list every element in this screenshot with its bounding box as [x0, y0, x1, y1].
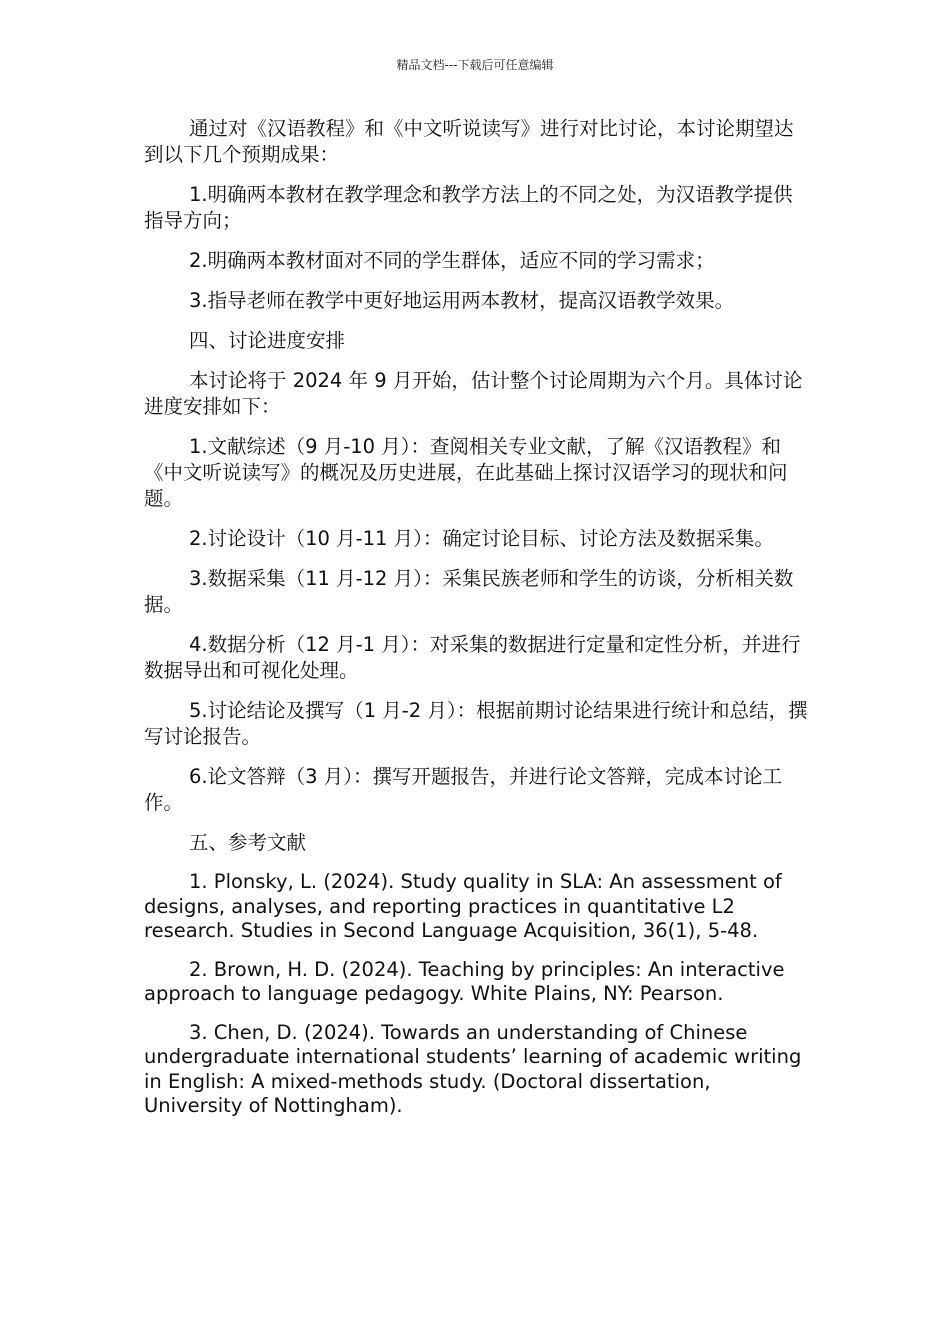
- document-body: [144, 116, 810, 1133]
- outcome-item-3: 3.指导老师在教学中更好地运用两本教材，提高汉语教学效果。: [189, 289, 735, 312]
- schedule-item-4: 4.数据分析（12 月-1 月）：对采集的数据进行定量和定性分析，并进行数据导出和可视化处理。: [144, 633, 801, 682]
- reference-item-3: 3. Chen, D. (2024). Towards an understanding of Chinese undergraduate international students’ learning of academic writing in English: A mixed-methods study. (Doctoral dissertation, University of Nottingham).: [144, 1020, 802, 1117]
- schedule-item-6: 6.论文答辩（3 月）：撰写开题报告，并进行论文答辩，完成本讨论工作。: [144, 765, 782, 814]
- outcome-item-1: 1.明确两本教材在教学理念和教学方法上的不同之处，为汉语教学提供指导方向；: [144, 183, 793, 232]
- schedule-item-5: 5.讨论结论及撰写（1 月-2 月）：根据前期讨论结果进行统计和总结，撰写讨论报告。: [144, 699, 808, 748]
- reference-item-1: 1. Plonsky, L. (2024). Study quality in SLA: An assessment of designs, analyses, and reporting practices in quantitative L2 research. Studies in Second Language Acquisition, 36(1), 5-48.: [144, 870, 782, 942]
- schedule-item-1: 1.文献综述（9 月-10 月）：查阅相关专业文献，了解《汉语教程》和《中文听说读写》的概况及历史进展，在此基础上探讨汉语学习的现状和问题。: [144, 435, 788, 510]
- reference-item-2: 2. Brown, H. D. (2024). Teaching by principles: An interactive approach to language pedagogy. White Plains, NY: Pearson.: [144, 957, 785, 1005]
- outcome-item-2: 2.明确两本教材面对不同的学生群体，适应不同的学习需求；: [189, 249, 715, 272]
- page-header: 精品文档---下载后可任意编辑: [396, 58, 554, 72]
- section-4-intro: 本讨论将于 2024 年 9 月开始，估计整个讨论周期为六个月。具体讨论进度安排如下：: [144, 369, 803, 418]
- schedule-item-2: 2.讨论设计（10 月-11 月）：确定讨论目标、讨论方法及数据采集。: [189, 527, 774, 550]
- section-5-title: 五、参考文献: [189, 831, 307, 854]
- schedule-item-3: 3.数据采集（11 月-12 月）：采集民族老师和学生的访谈，分析相关数据。: [144, 567, 794, 616]
- section-4-title: 四、讨论进度安排: [189, 329, 346, 352]
- intro-paragraph: 通过对《汉语教程》和《中文听说读写》进行对比讨论，本讨论期望达到以下几个预期成果：: [144, 117, 794, 166]
